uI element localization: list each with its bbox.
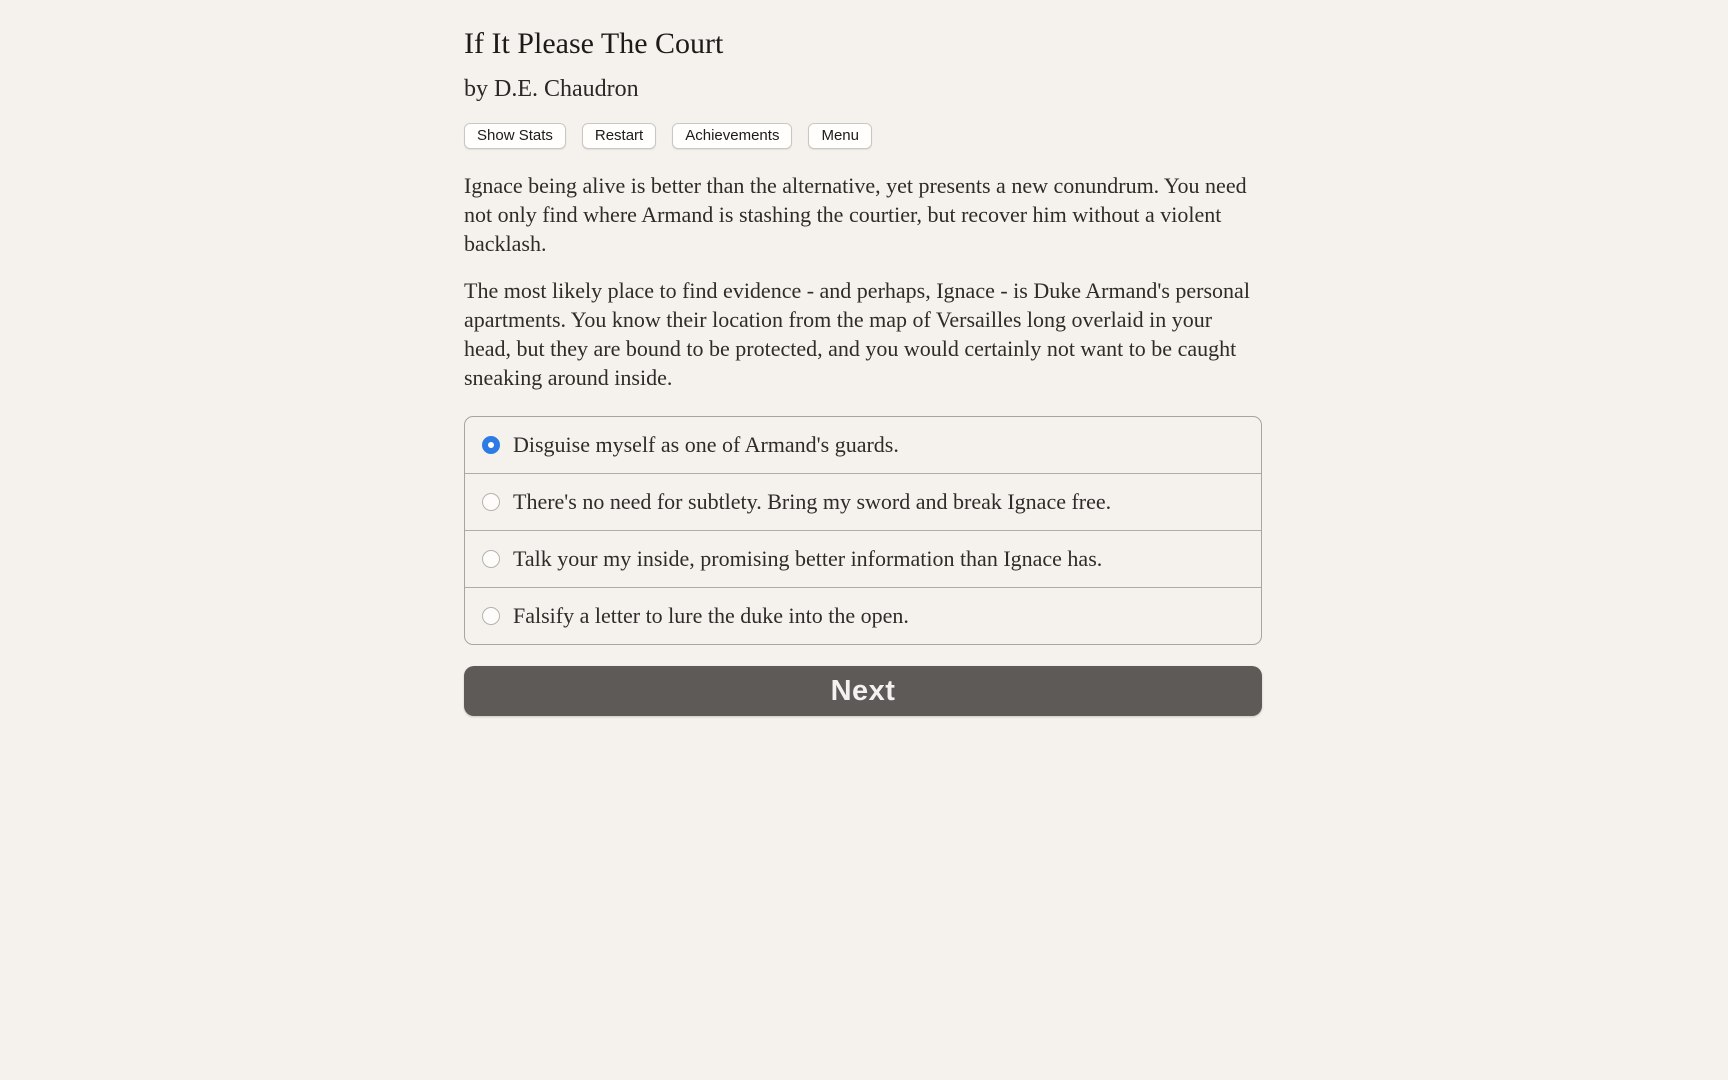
next-button[interactable]: Next (464, 666, 1262, 716)
game-content (464, 0, 1262, 716)
achievements-button[interactable]: Achievements (672, 123, 792, 149)
page-title: If It Please The Court (464, 27, 724, 60)
radio-button-icon (482, 550, 500, 568)
author-byline: by D.E. Chaudron (464, 76, 639, 102)
toolbar (464, 123, 1262, 149)
choice-option[interactable] (465, 473, 1261, 530)
choice-option[interactable] (465, 587, 1261, 644)
radio-button-icon (482, 607, 500, 625)
radio-button-icon (482, 436, 500, 454)
menu-button[interactable]: Menu (808, 123, 872, 149)
choice-option-label: Talk your my inside, promising better information than Ignace has. (513, 546, 1103, 571)
story-paragraph: Ignace being alive is better than the alternative, yet presents a new conundrum. You need not only find where Armand is stashing the courtier, but recover him without a violent backlash. (464, 173, 1247, 256)
show-stats-button[interactable]: Show Stats (464, 123, 566, 149)
choice-options-box (464, 416, 1262, 645)
story-paragraph: The most likely place to find evidence - and perhaps, Ignace - is Duke Armand's personal apartments. You know their location from the map of Versailles long overlaid in your head, but they are bound to be protected, and you would certainly not want to be caught sneaking around inside. (464, 278, 1250, 390)
choice-option-label: Disguise myself as one of Armand's guards. (513, 432, 899, 457)
choice-option[interactable] (465, 417, 1261, 473)
choice-option[interactable] (465, 530, 1261, 587)
choice-option-label: Falsify a letter to lure the duke into the open. (513, 603, 909, 628)
radio-button-icon (482, 493, 500, 511)
story-text (464, 171, 1262, 392)
restart-button[interactable]: Restart (582, 123, 656, 149)
choice-option-label: There's no need for subtlety. Bring my sword and break Ignace free. (513, 489, 1112, 514)
